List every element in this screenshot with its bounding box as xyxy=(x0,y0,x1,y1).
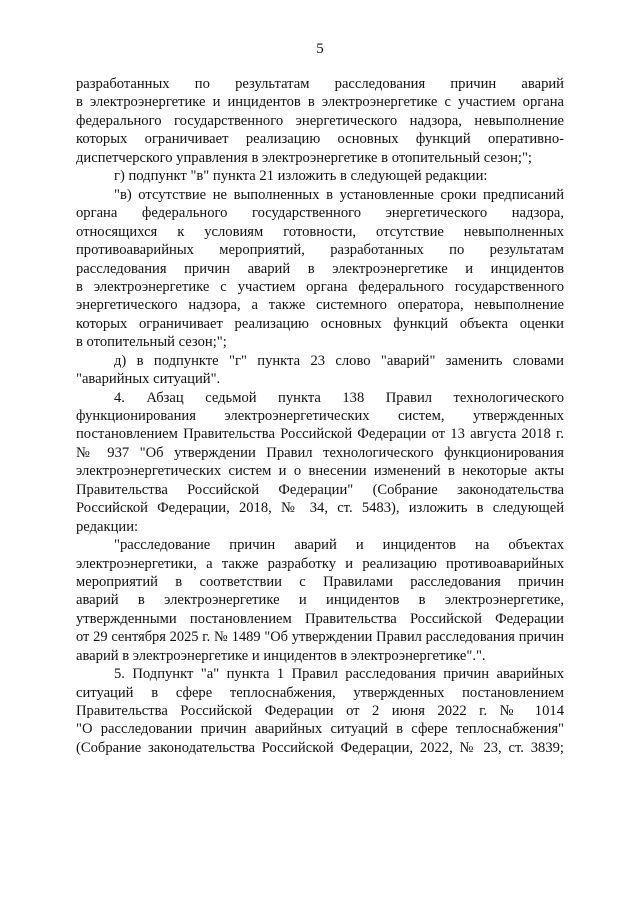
text-line: относящихся к условиям готовности, отсутствие невыполненных xyxy=(76,223,564,240)
text-line: (Собрание законодательства Российской Федерации, 2022, № 23, ст. 3839; xyxy=(76,739,564,756)
text-line: диспетчерского управления в электроэнергетике в отопительный сезон;"; xyxy=(76,149,532,166)
text-line: энергетического надзора, а также системного оператора, невыполнение xyxy=(76,297,564,314)
text-line: электроэнергетических систем и о внесении изменений в некоторые акты xyxy=(76,463,564,480)
text-line: в отопительный сезон;"; xyxy=(76,334,227,351)
text-line: органа федерального государственного энергетического надзора, xyxy=(76,205,564,222)
text-line: аварий в электроэнергетике и инцидентов в электроэнергетике, xyxy=(76,592,564,609)
page-number: 5 xyxy=(316,41,324,57)
text-line: 4. Абзац седьмой пункта 138 Правил технологического xyxy=(114,389,564,406)
text-line: аварий в электроэнергетике и инцидентов в электроэнергетике".". xyxy=(76,647,486,664)
text-line: от 29 сентября 2025 г. № 1489 "Об утверждении Правил расследования причин xyxy=(76,629,564,646)
text-line: ситуаций в сфере теплоснабжения, утвержденных постановлением xyxy=(76,684,564,701)
text-line: которых ограничивает реализацию основных функций объекта оценки xyxy=(76,315,564,332)
text-line: утвержденными постановлением Правительства Российской Федерации xyxy=(76,610,564,627)
text-line: расследования причин аварий в электроэнергетике и инцидентов xyxy=(76,260,564,277)
text-line: д) в подпункте "г" пункта 23 слово "аварий" заменить словами xyxy=(114,352,564,369)
text-line: которых ограничивает реализацию основных функций оперативно- xyxy=(76,131,564,148)
text-line: в электроэнергетике с участием органа федерального государственного xyxy=(76,278,564,295)
text-line: постановлением Правительства Российской Федерации от 13 августа 2018 г. xyxy=(76,426,564,443)
text-line: "в) отсутствие не выполненных в установленные сроки предписаний xyxy=(114,186,564,203)
text-line: электроэнергетики, а также разработку и реализацию противоаварийных xyxy=(76,555,564,572)
text-line: Российской Федерации, 2018, № 34, ст. 5483), изложить в следующей xyxy=(76,500,564,517)
text-line: разработанных по результатам расследования причин аварий xyxy=(76,76,564,92)
text-line: федерального государственного энергетического надзора, невыполнение xyxy=(76,112,564,129)
text-line: "расследование причин аварий и инцидентов на объектах xyxy=(114,537,564,554)
text-line: Правительства Российской Федерации" (Собрание законодательства xyxy=(76,481,564,498)
text-line: "аварийных ситуаций". xyxy=(76,371,221,388)
document-body xyxy=(76,75,564,757)
text-line: противоаварийных мероприятий, разработанных по результатам xyxy=(76,242,564,259)
text-line: г) подпункт "в" пункта 21 изложить в следующей редакции: xyxy=(114,168,488,185)
text-line: редакции: xyxy=(76,518,139,535)
text-line: "О расследовании причин аварийных ситуаций в сфере теплоснабжения" xyxy=(76,721,564,738)
text-line: функционирования электроэнергетических систем, утвержденных xyxy=(76,408,564,425)
text-line: 5. Подпункт "а" пункта 1 Правил расследования причин аварийных xyxy=(114,666,564,683)
text-line: мероприятий в соответствии с Правилами расследования причин xyxy=(76,573,564,590)
text-line: Правительства Российской Федерации от 2 июня 2022 г. № 1014 xyxy=(76,703,564,720)
text-line: № 937 "Об утверждении Правил технологического функционирования xyxy=(76,444,564,461)
text-line: в электроэнергетике и инцидентов в электроэнергетике с участием органа xyxy=(76,94,564,111)
